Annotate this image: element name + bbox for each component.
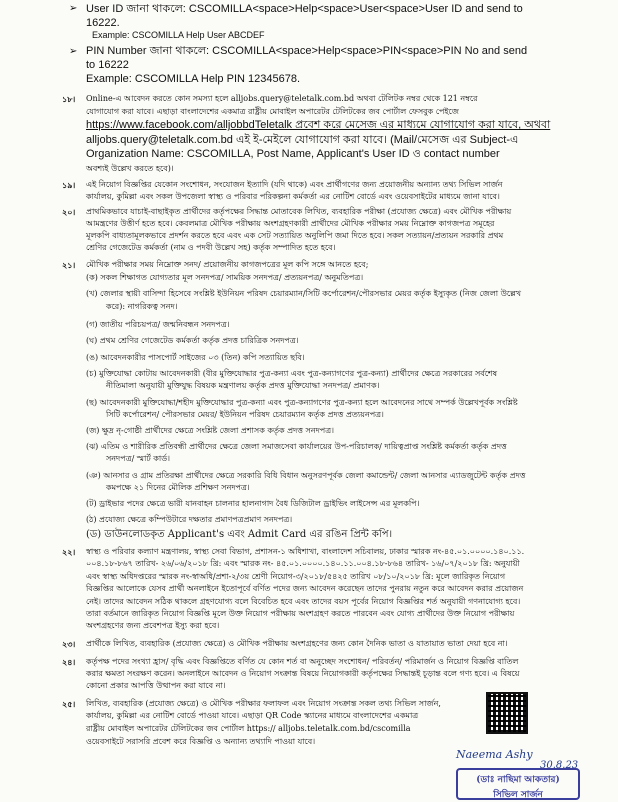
- item22-line-3: এবং স্বাস্থ্য অধিদপ্তরের স্মারক নং-স্বাঅধি/প্রশা-২/৩য় শ্রেণী নিয়োগ-৩/২০১৮/৫৪২৫ তারিখ ০৮/১০/২০১৮ খ্রি: মূলে জারিকৃত নিয়োগ: [86, 572, 506, 581]
- item21-cha-1: (ছ) আবেদনকারী মুক্তিযোদ্ধা/শহীদ মুক্তিযোদ্ধার পুত্র-কন্যা এবং পুত্র-কন্যাগণের পুত্র-কন্যা হলে আবেদনের সাথে সম্পর্ক উল্লেখপূর্বক সংশ্লিষ্ট: [86, 398, 518, 407]
- item18-line-6: অবশ্যই উল্লেখ করতে হবে)।: [86, 164, 174, 173]
- item22-line-1: স্বাস্থ্য ও পরিবার কল্যাণ মন্ত্রণালয়, স্বাস্থ্য সেবা বিভাগ, প্রশাসন-১ অধিশাখা, বাংলাদেশ সচিবালয়, ঢাকার স্মারক নং-৪৫.০১.০০০০.১৪০.১১.: [86, 547, 525, 556]
- pin-line-2: to 16222: [86, 59, 129, 71]
- item22-line-5: নেই। তাদের আবেদন সঠিক থাকলে গ্রহণযোগ্য বলে বিবেচিত হবে এবং তাদের বয়স পূর্বের নিয়োগ বিজ্ঞপ্তির শর্ত অনুযায়ী গণনাযোগ্য হবে।: [86, 597, 521, 606]
- item21-ja: (জ) ক্ষুদ্র নৃ-গোষ্ঠী প্রার্থীদের ক্ষেত্রে সংশ্লিষ্ট জেলা প্রশাসক কর্তৃক প্রদত্ত সনদপত্র।: [86, 426, 334, 435]
- item24-line-1: কর্তৃপক্ষ পদের সংখ্যা হ্রাস/ বৃদ্ধি এবং বিজ্ঞপ্তিতে বর্ণিত যে কোন শর্ত বা অনুচ্ছেদ সংশোধন/ পরিবর্তন/ পরিমার্জন ও নিয়োগ বিজ্ঞপ্তি বাতিল: [86, 657, 519, 666]
- item22-line-4: বিজ্ঞপ্তির আলোকে যেসব প্রার্থী অনলাইনে ইতোপূর্বে বর্ণিত পদের জন্য আবেদন করেছেন তাদের পুনরায় নতুন করে আবেদন করার প্রয়োজন: [86, 584, 524, 593]
- item25-line-2: কার্যালয়, কুমিল্লা এর নোটিশ বোর্ডে পাওয়া যাবে। এছাড়া QR Code স্ক্যানের মাধ্যমে বাংলাদেশের একমাত্র: [86, 711, 419, 720]
- item-number: ২৪।: [62, 657, 76, 667]
- item21-nya-2: কমপক্ষে ২১ দিনের মৌলিক প্রশিক্ষণ সনদপত্র।: [106, 483, 250, 492]
- item20-line-1: প্রাথমিকভাবে যাচাই-বাছাইকৃত প্রার্থীদের কর্তৃপক্ষের সিদ্ধান্ত মোতাবেক লিখিত, ব্যবহারিক পরীক্ষা (প্রযোজ্য ক্ষেত্রে) এবং মৌখিক পরীক্ষায়: [86, 207, 512, 216]
- bullet-icon: ➢: [69, 46, 78, 57]
- item22-line-2: ০০৪.১৮-৮৬৭ তারিখ- ২৬/০৬/২০১৮ খ্রি: এবং স্মারক নং- ৪৫.০১.০০০০.১৪০.১১.০০৪.১৮-৮৬৪ তারিখ- ১৬/০৭/২০১৮ খ্রি: অনুযায়ী: [86, 559, 520, 568]
- userid-line-2: 16222.: [86, 17, 120, 29]
- item19-line-2: কার্যালয়, কুমিল্লা এবং সকল উপজেলা স্বাস্থ্য ও পরিবার পরিকল্পনা কর্মকর্তা এর নোটিশ বোর্ডে এবং ওয়েবসাইটের মাধ্যমে জানা যাবে।: [86, 192, 500, 201]
- item21-da: (ড) ডাউনলোডকৃত Applicant's এবং Admit Card এর রঙিন প্রিন্ট কপি।: [86, 529, 393, 540]
- item20-line-2: আমন্ত্রণের উত্তীর্ণ হতে হবে। কেবলমাত্র মৌখিক পরীক্ষায় অংশগ্রহণকারী প্রার্থীদের মৌখিক পরীক্ষার সময় নিম্নোক্ত কাগজপত্র সমূহের: [86, 219, 495, 228]
- item-number: ২০।: [62, 207, 76, 217]
- item21-intro: মৌখিক পরীক্ষার সময় নিম্নোক্ত সনদ/ প্রয়োজনীয় কাগজপত্রের মূল কপি সঙ্গে আনতে হবে;: [86, 260, 369, 269]
- item21-gha: (ঘ) প্রথম শ্রেণির গেজেটেড কর্মকর্তা কর্তৃক প্রদত্ত চারিত্রিক সনদপত্র।: [86, 336, 299, 345]
- item21-uma: (ঙ) আবেদনকারীর পাসপোর্ট সাইজের ০৩ (তিন) কপি সত্যায়িত ছবি।: [86, 353, 305, 362]
- item18-email-line[interactable]: alljobs.query@teletalk.com.bd এই ই-মেইলে যোগাযোগ করা যাবে। (Mail/মেসেজ এর Subject-এ: [86, 134, 519, 146]
- item18-line-1: Online-এ আবেদন করতে কোন সমস্যা হলে alljobs.query@teletalk.com.bd অথবা টেলিটক নম্বর থেকে 121 নম্বরে: [86, 94, 478, 103]
- item21-cha-2: সিটি কর্পোরেশন/ পৌরসভার মেয়র/ ইউনিয়ন পরিষদ চেয়ারম্যান কর্তৃক প্রদত্ত প্রত্যয়নপত্র।: [106, 410, 384, 419]
- signature-handwriting: Naeema Ashy: [456, 748, 533, 761]
- item-number: ২১।: [62, 260, 76, 270]
- item22-line-6: তারা বর্তমানে জারিকৃত নিয়োগ বিজ্ঞপ্তি মূলে উক্ত নিয়োগ পরীক্ষায় অংশগ্রহণ করতে পারবেন এবং যোগ্য প্রার্থীদের উক্ত নিয়োগ পরীক্ষায়: [86, 609, 515, 618]
- item21-ga: (গ) জাতীয় পরিচয়পত্র/ জন্মনিবন্ধন সনদপত্র।: [86, 320, 230, 329]
- item24-line-2: করার ক্ষমতা সংরক্ষণ করেন। অনলাইনে আবেদন ও নিয়োগ সংক্রান্ত বিষয়ে নিয়োগকারী কর্তৃপক্ষের সিদ্ধান্তই চূড়ান্ত বলে গণ্য হবে। এ বিষয়ে: [86, 669, 520, 678]
- item-number: ২২।: [62, 547, 76, 557]
- item21-nya-1: (ঞ) আনসার ও গ্রাম প্রতিরক্ষা প্রার্থীদের ক্ষেত্রে সরকারি বিধি বিধান অনুসরণপূর্বক জেলা কমান্ডেন্ট/ জেলা আনসার এ্যাডজুটেন্ট কর্তৃক প্রদত্ত: [86, 471, 526, 480]
- item24-line-3: কোনো প্রকার আপত্তি উত্থাপন করা যাবে না।: [86, 681, 226, 690]
- userid-example: Example: CSCOMILLA Help User ABCDEF: [92, 30, 265, 40]
- item25-line-1: লিখিত, ব্যবহারিক (প্রযোজ্য ক্ষেত্রে) ও মৌখিক পরীক্ষার ফলাফল এবং নিয়োগ সংক্রান্ত সকল তথ্য সিভিল সার্জন,: [86, 699, 441, 708]
- item18-subject-note: Organization Name: CSCOMILLA, Post Name, Applicant's User ID ও contact number: [86, 148, 500, 160]
- item23-line-1: প্রার্থীকে লিখিত, ব্যবহারিক (প্রযোজ্য ক্ষেত্রে) ও মৌখিক পরীক্ষায় অংশগ্রহণের জন্য কোন দৈনিক ভাতা ও যাতায়াত ভাতা দেয়া হবে না।: [86, 639, 508, 648]
- stamp-officer-title: সিভিল সার্জন: [493, 790, 543, 800]
- item-number: ২৫।: [62, 699, 76, 709]
- item19-line-1: এই নিয়োগ বিজ্ঞপ্তির যেকোন সংশোধন, সংযোজন ইত্যাদি (যদি থাকে) এবং প্রার্থীগণের জন্য প্রয়োজনীয় অন্যান্য তথ্য সিভিল সার্জন: [86, 180, 503, 189]
- item-number: ২৩।: [62, 639, 76, 649]
- item22-line-7: অংশগ্রহণের জন্য প্রবেশপত্র ইস্যু করা হবে।: [86, 621, 220, 630]
- item21-kha-2: করে): নাগরিকত্ব সনদ।: [106, 302, 178, 311]
- pin-line-1: PIN Number জানা থাকলে: CSCOMILLA<space>Help<space>PIN<space>PIN No and send: [86, 45, 528, 57]
- item21-ca-1: (চ) মুক্তিযোদ্ধা কোটায় আবেদনকারী (বীর মুক্তিযোদ্ধার পুত্র-কন্যা এবং পুত্র-কন্যাগণের পুত্র-কন্যা) প্রার্থীদের ক্ষেত্রে সরকারের সর্বশেষ: [86, 369, 498, 378]
- item21-tha: (ঠ) প্রযোজ্য ক্ষেত্রে কম্পিউটারে দক্ষতার প্রমাণপত্রপ্রমাণ সনদপত্র।: [86, 515, 293, 524]
- item21-jha-1: (ঝ) এতিম ও শারীরিক প্রতিবন্ধী প্রার্থীদের ক্ষেত্রে জেলা সমাজসেবা কার্যালয়ের উপ-পরিচালক/ দায়িত্বপ্রাপ্ত সংশ্লিষ্ট কর্মকর্তা কর্তৃক প্রদত্ত: [86, 442, 507, 451]
- qr-code-icon[interactable]: [486, 692, 528, 734]
- item21-ta: (ট) ড্রাইভার পদের ক্ষেত্রে ভারী যানবাহন চালনার হালনাগাদ বৈধ ডিজিটাল ড্রাইভিং লাইসেন্স এর মূলকপি।: [86, 499, 420, 508]
- officer-stamp: [456, 768, 580, 800]
- item21-kha-1: (খ) জেলার স্থায়ী বাসিন্দা হিসেবে সংশ্লিষ্ট ইউনিয়ন পরিষদ চেয়ারম্যান/সিটি কর্পোরেশন/পৌরসভার মেয়র কর্তৃক ইস্যুকৃত (নিজ জেলা উল্লেখ: [86, 289, 522, 298]
- item25-line-4: ওয়েবসাইটে সরাসরি প্রবেশ করে বিজ্ঞপ্তি ও অন্যান্য তথ্যাদি পাওয়া যাবে।: [86, 737, 316, 746]
- item-number: ১৯।: [62, 180, 76, 190]
- signature-date: 30.8.23: [540, 760, 579, 771]
- item-number: ১৮।: [62, 94, 76, 104]
- item18-facebook-link[interactable]: https://www.facebook.com/alljobbdTeletalk প্রবেশ করে মেসেজ এর মাধ্যমে যোগাযোগ করা যাবে, অথবা: [86, 119, 551, 131]
- item21-ka: (ক) সকল শিক্ষাগত যোগ্যতার মূল সনদপত্র/ সাময়িক সনদপত্র/ প্রত্যয়নপত্র/ অনুমতিপত্র।: [86, 273, 364, 282]
- item20-line-3: মূলকপি বাধ্যতামূলকভাবে প্রদর্শন করতে হবে এবং এক সেট সত্যায়িত অনুলিপি জমা দিতে হবে। সকল সত্যায়ন/প্রত্যয়ন সরকারি প্রথম: [86, 231, 504, 240]
- item21-ca-2: নীতিমালা অনুযায়ী মুক্তিযুদ্ধ বিষয়ক মন্ত্রণালয় কর্তৃক প্রদত্ত মুক্তিযোদ্ধা সনদপত্র/ প্রমাণক।: [106, 381, 380, 390]
- item18-line-2: যোগাযোগ করা যাবে। এছাড়া বাংলাদেশের একমাত্র রাষ্ট্রীয় মোবাইল অপারেটর টেলিটকের জব পোর্টাল ফেসবুক পেইজে: [86, 107, 459, 116]
- pin-example: Example: CSCOMILLA Help PIN 12345678.: [86, 73, 301, 85]
- item21-jha-2: সনদপত্র/ স্মার্ট কার্ড।: [106, 454, 170, 463]
- stamp-officer-name: (ডাঃ নাছিমা আকতার): [476, 775, 560, 785]
- bullet-icon: ➢: [69, 3, 78, 14]
- item25-line-3: রাষ্ট্রীয় মোবাইল অপারেটর টেলিটকের জব পোর্টাল https:// alljobs.teletalk.com.bd/cscomilla: [86, 724, 411, 733]
- userid-line-1: User ID জানা থাকলে: CSCOMILLA<space>Help<space>User<space>User ID and send to: [86, 3, 523, 15]
- item20-line-4: শ্রেণির গেজেটেড কর্মকর্তা (নাম ও পদবী উল্লেখ সহ) কর্তৃক সম্পাদিত হতে হবে।: [86, 243, 336, 252]
